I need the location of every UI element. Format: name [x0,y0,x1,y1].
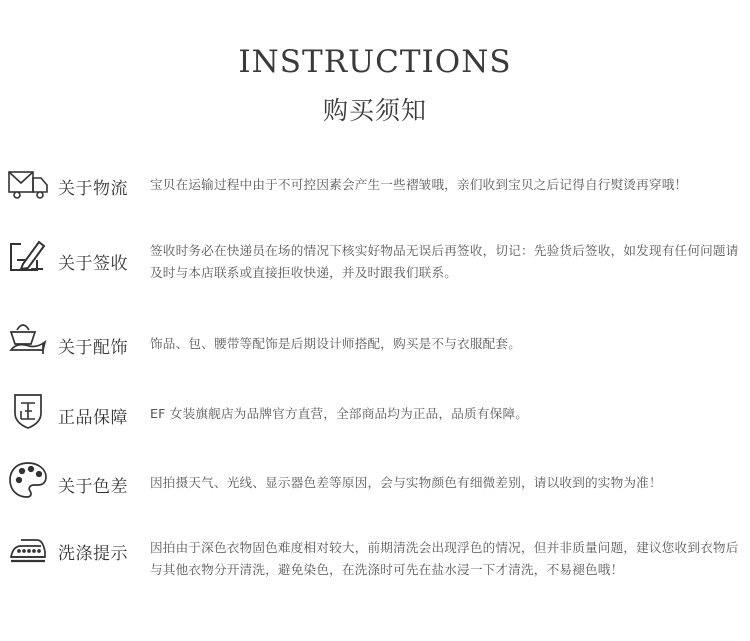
signature-pen-icon [7,236,49,276]
page-title-chinese: 购买须知 [322,96,427,125]
delivery-truck-icon [7,164,49,204]
notice-text: 签收时务必在快递员在场的情况下核实好物品无误后再签收，切记：先验货后签收，如发现有任何问题请及时与本店联系或直接拒收快递，并及时跟我们联系。 [150,243,739,280]
iron-icon [7,530,49,570]
notice-label: 关于签收 [58,254,128,274]
color-palette-icon [7,460,49,500]
notice-text: 宝贝在运输过程中由于不可控因素会产生一些褶皱哦，亲们收到宝贝之后记得自行熨烫再穿哦！ [150,177,688,192]
notice-label: 洗涤提示 [58,544,128,564]
notice-label: 正品保障 [58,408,128,428]
notice-label: 关于物流 [58,179,128,199]
notice-text: 因拍由于深色衣物固色难度相对较大，前期清洗会出现浮色的情况，但并非质量问题，建议您收到衣物后与其他衣物分开清洗，避免染色，在洗涤时可先在盐水浸一下才清洗，不易褪色哦！ [150,540,739,577]
notice-label: 关于色差 [58,477,128,497]
notice-text: EF 女装旗舰店为品牌官方直营，全部商品均为正品，品质有保障。 [150,406,529,421]
shield-genuine-icon [7,391,49,431]
notice-label: 关于配饰 [58,338,128,358]
page-title-english: INSTRUCTIONS [238,44,512,80]
notice-text: 因拍摄天气、光线、显示器色差等原因，会与实物颜色有细微差别，请以收到的实物为准！ [150,475,662,490]
handbag-shoe-icon [7,318,49,358]
notice-text: 饰品、包、腰带等配饰是后期设计师搭配，购买是不与衣服配套。 [150,336,522,351]
